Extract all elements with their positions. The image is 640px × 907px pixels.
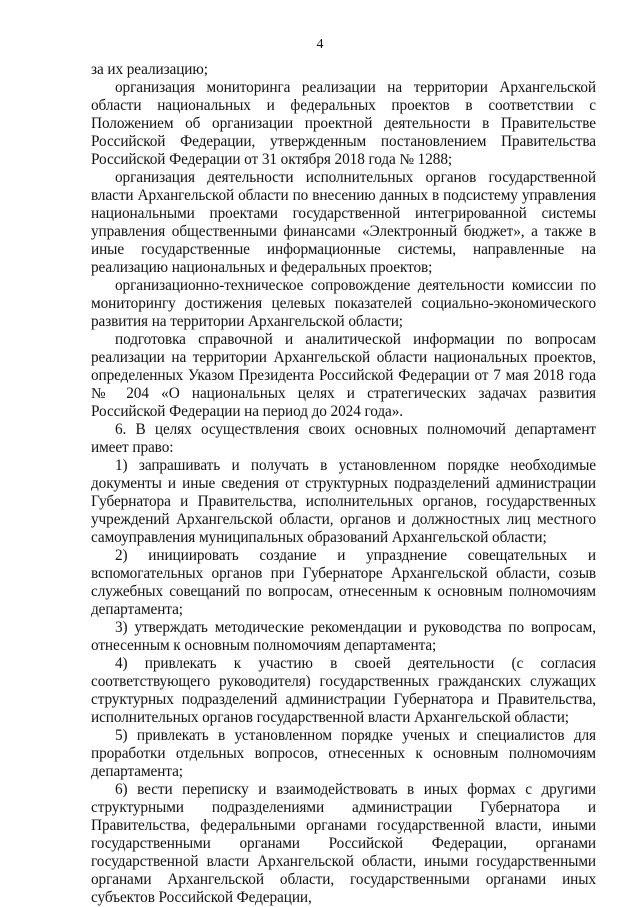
page-number: 4: [316, 37, 324, 52]
paragraph-right-2: 2) инициировать создание и упразднение совещательных и вспомогательных органов при Губернаторе Архангельской области, созыв служебных совещаний по вопросам, отнесенным к основным полномочиям департамента;: [91, 547, 596, 618]
paragraph-analytical-info: подготовка справочной и аналитической информации по вопросам реализации на территории Архангельской области национальных проектов, определенных Указом Президента Российской Федерации от 7 мая 2018 года № 204 «О национальных целях и стратегических задачах развития Российской Федерации на период до 2024 года».: [91, 331, 596, 420]
paragraph-commission-support: организационно-техническое сопровождение деятельности комиссии по мониторингу достижения целевых показателей социально-экономического развития на территории Архангельской области;: [91, 277, 596, 330]
paragraph-right-5: 5) привлекать в установленном порядке ученых и специалистов для проработки отдельных вопросов, отнесенных к основным полномочиям департамента;: [91, 727, 596, 780]
paragraph-right-3: 3) утверждать методические рекомендации и руководства по вопросам, отнесенным к основным полномочиям департамента;: [91, 619, 596, 654]
paragraph-right-4: 4) привлекать к участию в своей деятельности (с согласия соответствующего руководителя) государственных гражданских служащих структурных подразделений администрации Губернатора и Правительства, исполнительных органов государственной власти Архангельской области;: [91, 655, 596, 726]
paragraph-right-1: 1) запрашивать и получать в установленном порядке необходимые документы и иные сведения от структурных подразделений администрации Губернатора и Правительства, исполнительных органов, государственных учреждений Архангельской области, органов и должностных лиц местного самоуправления муниципальных образований Архангельской области;: [91, 457, 596, 546]
paragraph-electronic-budget: организация деятельности исполнительных органов государственной власти Архангельской области по внесению данных в подсистему управления национальными проектами государственной интегрированной системы управления общественными финансами «Электронный бюджет», а также в иные государственные информационные системы, направленные на реализацию национальных и федеральных проектов;: [91, 169, 596, 276]
paragraph-right-6: 6) вести переписку и взаимодействовать в иных формах с другими структурными подразделениями администрации Губернатора и Правительства, федеральными органами государственной власти, иными государственными органами Российской Федерации, органами государственной власти Архангельской области, иными государственными органами Архангельской области, государственными органами иных субъектов Российской Федерации,: [91, 781, 596, 906]
document-body: [91, 61, 596, 907]
paragraph-monitoring-projects: организация мониторинга реализации на территории Архангельской области национальных и федеральных проектов в соответствии с Положением об организации проектной деятельности в Правительстве Российской Федерации, утвержденным постановлением Правительства Российской Федерации от 31 октября 2018 года № 1288;: [91, 79, 596, 168]
paragraph-rights-intro: 6. В целях осуществления своих основных полномочий департамент имеет право:: [91, 421, 596, 456]
paragraph-continuation: за их реализацию;: [91, 61, 208, 78]
